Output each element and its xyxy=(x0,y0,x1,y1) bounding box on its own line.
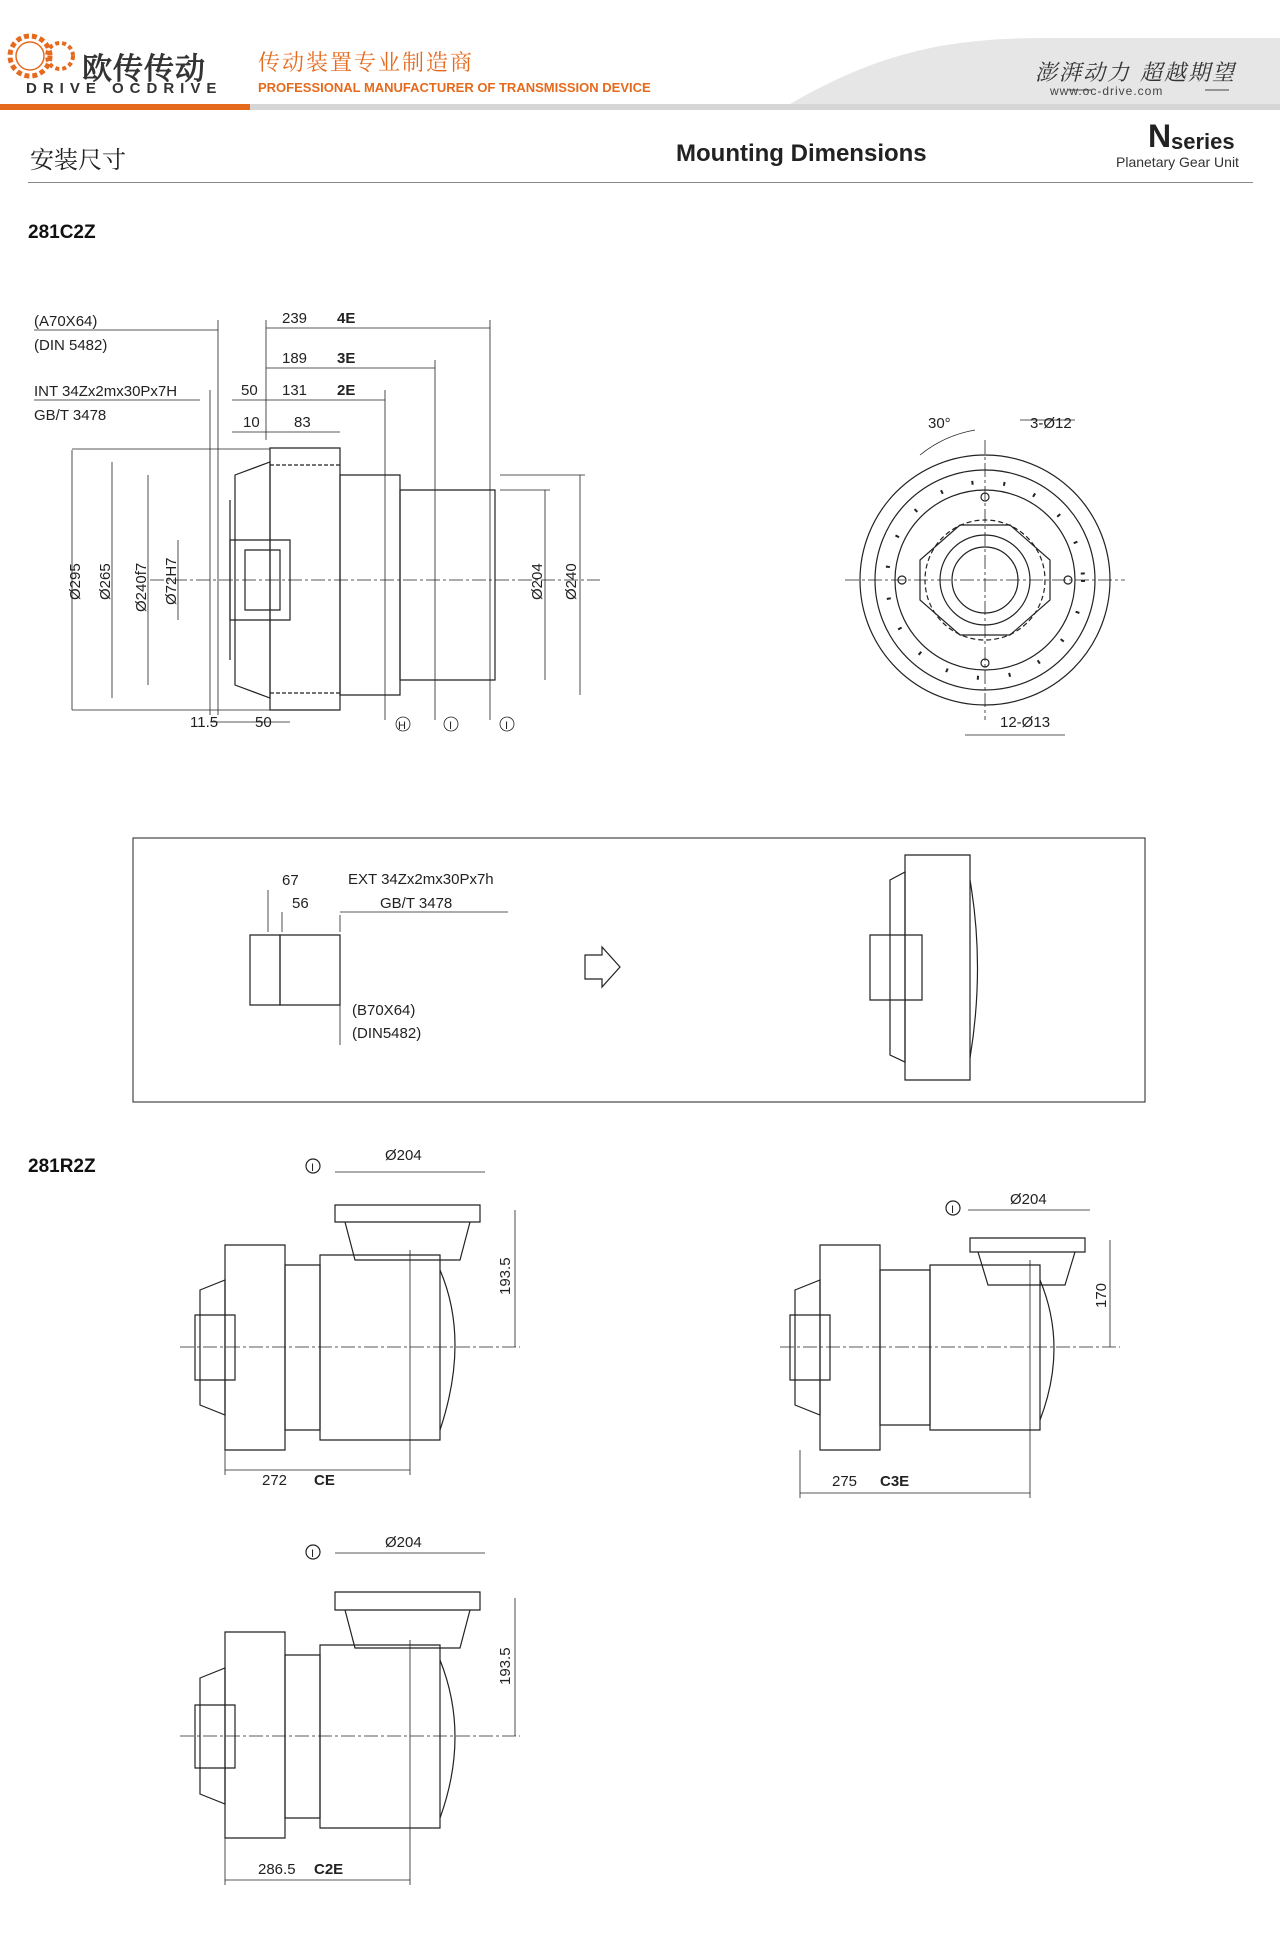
dim-3e: 3E xyxy=(337,350,356,367)
dim-239: 239 xyxy=(282,310,308,327)
r2z-c3e-view xyxy=(780,1201,1120,1498)
r2z-c2e-view xyxy=(180,1545,520,1885)
option-housing xyxy=(870,855,978,1080)
label-ext-std: GB/T 3478 xyxy=(380,895,453,912)
dim-67: 67 xyxy=(282,872,299,889)
mark-h: H xyxy=(398,720,406,732)
mark-c2e: I xyxy=(311,1548,315,1560)
dim-11-5: 11.5 xyxy=(190,714,219,731)
dim-2e: 2E xyxy=(337,382,356,399)
dim-ce-len: 272 xyxy=(262,1472,288,1489)
dim-holes-3: 3-Ø12 xyxy=(1030,415,1072,432)
mark-i2: I xyxy=(505,720,509,732)
slogan: 澎湃动力 超越期望 xyxy=(1035,61,1236,86)
dim-angle-30: 30° xyxy=(928,415,951,432)
dim-dia295: Ø295 xyxy=(67,563,84,600)
dim-ce-label: CE xyxy=(314,1472,335,1489)
series-word: series xyxy=(1171,129,1235,154)
tagline-cn: 传动装置专业制造商 xyxy=(258,51,475,76)
option-shaft xyxy=(250,890,620,1045)
dim-c3e-label: C3E xyxy=(880,1473,910,1490)
dim-10: 10 xyxy=(243,414,260,431)
website: www.oc-drive.com xyxy=(1050,84,1164,98)
label-int-spline: INT 34Zx2mx30Px7H xyxy=(34,383,178,400)
dim-c2e-h: 193.5 xyxy=(497,1647,514,1685)
dim-dia240f7: Ø240f7 xyxy=(133,562,150,612)
c2z-labels xyxy=(34,310,580,732)
brand-name-en: DRIVE OCDRIVE xyxy=(26,80,223,97)
section-title-cn: 安装尺寸 xyxy=(30,146,126,174)
dim-dia265: Ø265 xyxy=(97,563,114,600)
mark-ce: I xyxy=(311,1162,315,1174)
dim-c3e-h: 170 xyxy=(1093,1282,1110,1308)
model-281c2z: 281C2Z xyxy=(28,222,96,243)
mark-c3e: I xyxy=(951,1204,955,1216)
dim-dia72h7: Ø72H7 xyxy=(163,557,180,605)
section-title-en: Mounting Dimensions xyxy=(676,140,927,167)
label-int-std: GB/T 3478 xyxy=(34,407,107,424)
brand-name-cn: 欧传传动 xyxy=(82,52,206,87)
dim-83: 83 xyxy=(294,414,311,431)
dim-50: 50 xyxy=(241,382,258,399)
label-spline-din-b: (DIN5482) xyxy=(352,1025,422,1042)
c2z-dimension-lines xyxy=(34,320,585,731)
dim-c3e-len: 275 xyxy=(832,1473,858,1490)
dim-ce-dia: Ø204 xyxy=(385,1147,422,1164)
dim-c2e-label: C2E xyxy=(314,1861,344,1878)
dim-c3e-dia: Ø204 xyxy=(1010,1191,1047,1208)
label-spline-b: (B70X64) xyxy=(352,1002,416,1019)
r2z-ce-view xyxy=(180,1159,520,1475)
dim-131: 131 xyxy=(282,382,308,399)
label-spline-a: (A70X64) xyxy=(34,313,98,330)
dim-4e: 4E xyxy=(337,310,356,327)
label-spline-din: (DIN 5482) xyxy=(34,337,108,354)
c2z-front-view xyxy=(845,420,1125,735)
series-letter: N xyxy=(1148,118,1172,154)
dim-holes-12: 12-Ø13 xyxy=(1000,714,1051,731)
label-ext-spline: EXT 34Zx2mx30Px7h xyxy=(348,871,494,888)
dim-ce-h: 193.5 xyxy=(497,1257,514,1295)
dim-56: 56 xyxy=(292,895,309,912)
series-subtitle: Planetary Gear Unit xyxy=(1116,154,1239,170)
dim-dia204: Ø204 xyxy=(529,563,546,600)
model-281r2z: 281R2Z xyxy=(28,1156,96,1177)
dim-c2e-len: 286.5 xyxy=(258,1861,296,1878)
dim-50b: 50 xyxy=(255,714,272,731)
mark-i1: I xyxy=(449,720,453,732)
dim-dia240: Ø240 xyxy=(563,563,580,600)
tagline-en: PROFESSIONAL MANUFACTURER OF TRANSMISSION DEVICE xyxy=(258,80,651,95)
dim-c2e-dia: Ø204 xyxy=(385,1534,422,1551)
dim-189: 189 xyxy=(282,350,308,367)
